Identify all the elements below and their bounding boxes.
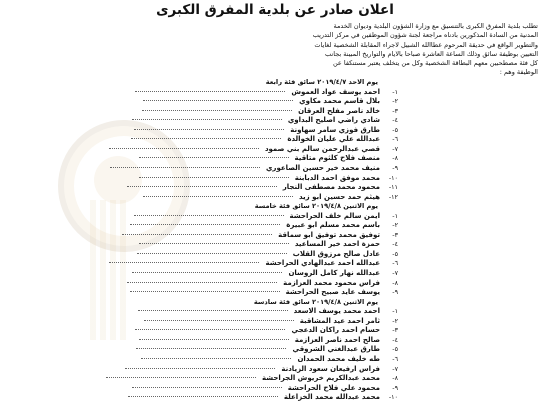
candidate-name: هيثم حمد حسين ابو زيد	[298, 192, 380, 201]
candidate-name: ثامر احمد عيد المشاقبة	[299, 316, 380, 325]
dotted-line	[138, 310, 288, 311]
candidate-number: ١-	[392, 87, 398, 96]
candidate-number: ٢-	[392, 97, 398, 106]
candidate-number: ٢-	[392, 221, 398, 230]
candidate-name: توفيق محمد توفيق ابو سماقة	[278, 230, 380, 239]
candidate-row	[135, 326, 398, 334]
candidate-name: قصي عبدالرحمن سالم بني صمود	[264, 144, 380, 153]
dotted-line	[137, 253, 287, 254]
candidate-row	[141, 355, 398, 363]
dotted-line	[135, 91, 285, 92]
dotted-line	[134, 215, 284, 216]
candidate-number: ٢-	[392, 316, 398, 325]
candidate-name: حمزة احمد خير المساعيد	[294, 240, 380, 249]
candidate-row	[125, 365, 398, 373]
candidate-number: ١١-	[388, 183, 398, 192]
candidate-row	[135, 88, 398, 96]
candidate-name: يوسف عايد صبيح الحراحشة	[285, 288, 380, 297]
candidate-row	[139, 174, 398, 182]
candidate-number: ٩-	[392, 383, 398, 392]
dotted-line	[136, 348, 286, 349]
candidate-name: حسام احمد راكان الدعجي	[291, 326, 380, 335]
dotted-line	[135, 329, 285, 330]
candidate-name: احمد محمد يوسف الاسعد	[293, 307, 380, 316]
candidate-number: ٨-	[392, 278, 398, 287]
dotted-line	[122, 234, 272, 235]
candidate-row	[132, 269, 398, 277]
candidate-number: ١٢-	[388, 192, 398, 201]
candidate-row	[139, 336, 398, 344]
candidate-row	[132, 116, 398, 124]
candidate-number: ٣-	[392, 230, 398, 239]
candidate-row	[109, 259, 398, 267]
candidate-row	[130, 221, 398, 229]
candidate-row	[139, 240, 398, 248]
candidate-name: احمد يوسف عواد العموش	[291, 87, 380, 96]
announcement-title: اعلان صادر عن بلدية المفرق الكبرى	[156, 2, 394, 18]
candidate-row	[136, 345, 398, 353]
candidate-number: ١٠-	[388, 173, 398, 182]
candidate-number: ١٠-	[388, 393, 398, 401]
dotted-line	[130, 224, 280, 225]
candidate-name: عبدالله نهار كامل الروسان	[288, 269, 380, 277]
candidate-row	[122, 231, 398, 239]
candidate-row	[109, 145, 398, 153]
candidate-number: ٣-	[392, 326, 398, 335]
candidate-row	[137, 250, 398, 258]
candidate-row	[134, 212, 398, 220]
candidate-row	[110, 164, 398, 172]
dotted-line	[141, 358, 291, 359]
candidate-number: ٧-	[392, 269, 398, 277]
candidate-name: محمود محمد مصطفى النجار	[282, 183, 380, 192]
group-heading: يوم الاحد ٢٠١٩/٤/٧ سائق فئة رابعة	[265, 78, 378, 86]
candidate-number: ٩-	[392, 288, 398, 297]
candidate-name: منيف محمد خير حسين الصاعوري	[266, 163, 380, 172]
candidate-number: ١-	[392, 307, 398, 316]
dotted-line	[110, 167, 260, 168]
candidate-name: صالح احمد ناصر العزازمة	[294, 335, 380, 344]
intro-line: الوظيفة وهم :	[499, 68, 538, 77]
candidate-row	[143, 193, 398, 201]
dotted-line	[109, 262, 259, 263]
candidate-name: عبدالله علي عليان الخوالدة	[287, 135, 380, 144]
candidate-number: ٨-	[392, 374, 398, 383]
dotted-line	[132, 387, 282, 388]
dotted-line	[132, 272, 282, 273]
candidate-name: شادي راضي اصليح البداوي	[287, 116, 380, 125]
candidate-name: فراس ارفيعان سعود الزيادنة	[281, 364, 380, 373]
dotted-line	[139, 157, 289, 158]
intro-line: تطلب بلدية المفرق الكبرى بالتنسيق مع وزارة الشؤون البلدية وديوان الخدمة	[333, 22, 538, 30]
candidate-number: ٦-	[392, 135, 398, 144]
group-heading: يوم الاثنين ٢٠١٩/٤/٨ سائق فئة سادسة	[253, 297, 378, 306]
candidate-name: خالد ناصر مفلح العرقان	[298, 106, 380, 115]
candidate-number: ٨-	[392, 154, 398, 163]
dotted-line	[130, 291, 280, 292]
candidate-row	[131, 135, 398, 143]
group-heading: يوم الاثنين ٢٠١٩/٤/٨ سائق فئة خامسة	[254, 202, 378, 211]
candidate-row	[130, 288, 398, 296]
candidate-row	[127, 183, 398, 191]
candidate-number: ٩-	[392, 163, 398, 172]
dotted-line	[134, 129, 284, 130]
candidate-name: عبدالله احمد عبدالهادي الحراحشة	[265, 259, 380, 268]
intro-line: والتطوير الواقع في حديقة المرحوم عطاالله الشبيل لاجراء المقابلة الشخصية لغايات	[314, 40, 538, 49]
candidate-row	[143, 97, 398, 105]
candidate-number: ٧-	[392, 364, 398, 373]
candidate-name: بلال قاسم محمد مكاوي	[299, 97, 380, 106]
candidate-name: طارق عبدالغني الشروقي	[292, 345, 380, 354]
candidate-name: منصف فلاح كلثوم متاقية	[294, 154, 380, 163]
candidate-name: باسم محمد مسلم ابو عبيرة	[286, 221, 380, 230]
candidate-row	[127, 279, 398, 287]
dotted-line	[132, 119, 282, 120]
candidate-name: طه خليف محمد الحمدان	[297, 354, 380, 363]
candidate-row	[142, 107, 398, 115]
intro-line: كل فئة مصطحبين معهم البطاقة الشخصية وكل من يتخلف يعتبر مستنكفا عن	[332, 59, 538, 68]
candidate-name: محمد عبدالله محمد الخزاعلة	[283, 393, 380, 401]
candidate-row	[139, 154, 399, 162]
candidate-number: ٤-	[392, 335, 398, 344]
dotted-line	[139, 177, 289, 178]
candidate-name: محمد موفق احمد الدبابنة	[294, 173, 380, 182]
candidate-name: محمود علي فلاح الحراحشة	[287, 383, 380, 392]
candidate-row	[132, 384, 398, 392]
candidate-row	[138, 307, 398, 315]
candidate-row	[106, 374, 398, 382]
dotted-line	[125, 368, 275, 369]
candidate-number: ٦-	[392, 259, 398, 268]
candidate-number: ٥-	[392, 249, 398, 258]
dotted-line	[127, 186, 277, 187]
dotted-line	[131, 138, 281, 139]
dotted-line	[144, 320, 294, 321]
dotted-line	[142, 110, 292, 111]
candidate-number: ٣-	[392, 106, 398, 115]
dotted-line	[139, 339, 289, 340]
dotted-line	[127, 282, 277, 283]
candidate-row	[134, 126, 398, 134]
candidate-name: محمد عبدالكريم خريوش الجراحشة	[262, 374, 380, 383]
dotted-line	[143, 196, 293, 197]
candidate-number: ٥-	[392, 345, 398, 354]
candidate-number: ٧-	[392, 144, 398, 153]
dotted-line	[128, 396, 278, 397]
candidate-number: ٤-	[392, 116, 398, 125]
dotted-line	[109, 148, 259, 149]
candidate-number: ٤-	[392, 240, 398, 249]
intro-line: المدنية من السادة المذكورين بادناه مراجعة لجنة شؤون الموظفين في مركز التدريب	[312, 31, 538, 40]
dotted-line	[106, 377, 256, 378]
candidate-number: ١-	[392, 211, 398, 220]
dotted-line	[139, 243, 289, 244]
candidate-name: عادل صالح مرزوق القلاب	[292, 249, 380, 258]
candidate-name: فراس محمود محمد العزازمة	[283, 278, 380, 287]
candidate-number: ٥-	[392, 125, 398, 134]
intro-line: التعيين بوظيفة سائق وذلك الساعة العاشرة صباحا بالايام والتواريخ المبينة بجانب	[325, 49, 538, 58]
candidate-name: ايمن سالم خلف الحراحشة	[289, 211, 380, 220]
candidate-number: ٦-	[392, 354, 398, 363]
candidate-name: طارق فوزي سامر سهاونة	[290, 125, 380, 134]
candidate-row	[144, 317, 398, 325]
dotted-line	[143, 100, 293, 101]
